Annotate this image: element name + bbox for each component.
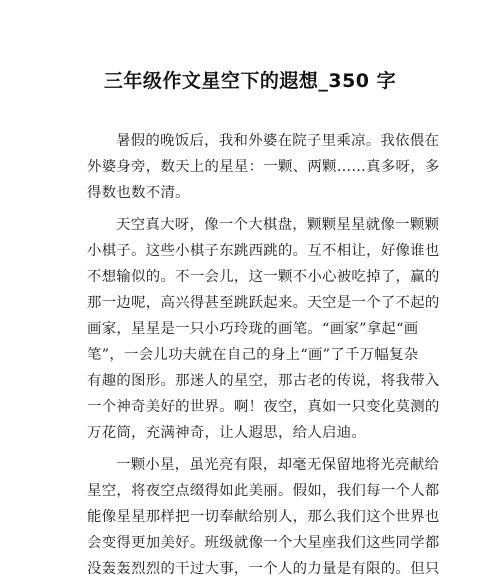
text-line: 得数也数不清。 [87, 185, 190, 201]
text-line: 暑假的晚饭后，我和外婆在院子里乘凉。我依偎在 [116, 133, 440, 149]
paragraph-1 [87, 128, 440, 206]
text-line: 有趣的图形。那迷人的星空，那古老的传说，将我带入 [87, 373, 440, 389]
text-line: 天空真大呀，像一个大棋盘，颗颗星星就像一颗颗 [116, 217, 440, 233]
document-body [87, 128, 440, 582]
text-line: 小棋子。这些小棋子东跳西跳的。互不相让，好像谁也 [87, 243, 440, 259]
text-line: 笔”，一会儿功夫就在自己的身上“画”了千万幅复杂 [87, 347, 419, 363]
text-line: 一颗小星，虽光亮有限，却毫无保留地将光亮献给 [116, 457, 440, 473]
text-line: 星空，将夜空点缀得如此美丽。假如，我们每一个人都 [87, 483, 440, 499]
text-line: 画家，星星是一只小巧玲珑的画笔。“画家”拿起“画 [87, 321, 419, 337]
text-line: 没轰轰烈烈的干过大事，一个人的力量是有限的。但只 [87, 561, 440, 577]
paragraph-3 [87, 452, 440, 582]
text-line: 万花筒，充满神奇，让人遐思，给人启迪。 [87, 425, 367, 441]
document-title: 三年级作文星空下的遐想_350 字 [103, 70, 397, 92]
text-line: 外婆身旁，数天上的星星：一颗、两颗……真多呀，多 [87, 159, 440, 175]
text-line: 会变得更加美好。班级就像一个大星座我们这些同学都 [87, 535, 440, 551]
text-line: 那一边呢，高兴得甚至跳跃起来。天空是一个了不起的 [87, 295, 440, 311]
paragraph-2 [87, 212, 440, 446]
text-line: 一个神奇美好的世界。啊！夜空，真如一只变化莫测的 [87, 399, 440, 415]
text-line: 能像星星那样把一切奉献给别人，那么我们这个世界也 [87, 509, 440, 525]
text-line: 不想输似的。不一会儿，这一颗不小心被吃掉了，赢的 [87, 269, 440, 285]
